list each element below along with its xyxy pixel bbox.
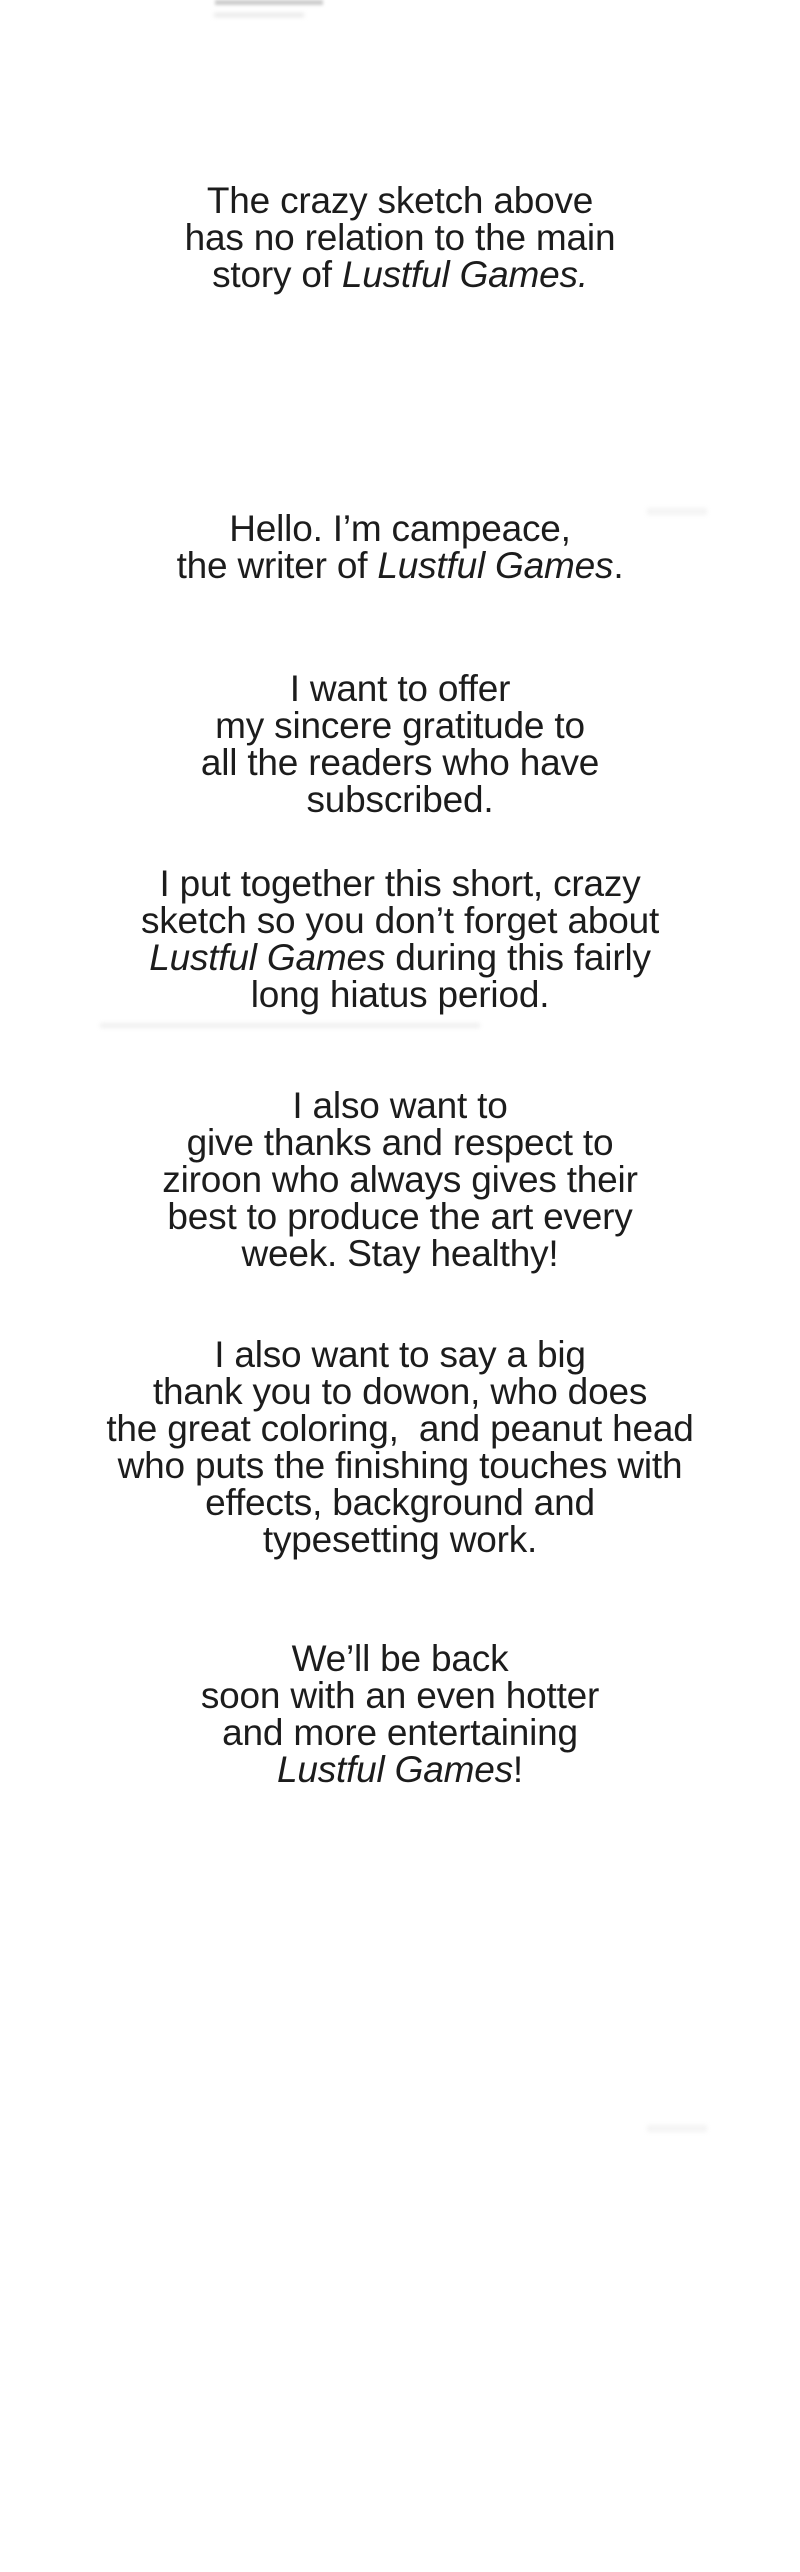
text-line [0, 865, 800, 902]
text-line [0, 182, 800, 219]
faint-smudge [647, 2125, 707, 2132]
text-segment: the writer of [176, 545, 378, 586]
text-segment: soon with an even hotter [200, 1675, 600, 1716]
text-line [0, 1714, 800, 1751]
text-segment: subscribed. [306, 779, 494, 820]
text-line [0, 256, 800, 293]
text-line [0, 1484, 800, 1521]
paragraph-return-announcement [0, 1640, 800, 1788]
text-segment: Hello. I’m campeace, [229, 508, 571, 549]
text-line [0, 707, 800, 744]
text-segment: best to produce the art every [167, 1196, 633, 1237]
paragraph-sketch-disclaimer [0, 182, 800, 293]
text-segment: long hiatus period. [250, 974, 550, 1015]
paragraph-thanks-to-artist [0, 1087, 800, 1272]
text-segment: We’ll be back [291, 1638, 509, 1679]
text-line [0, 1447, 800, 1484]
text-line [0, 219, 800, 256]
text-line [0, 976, 800, 1013]
text-segment: typesetting work. [262, 1519, 538, 1560]
text-segment: story of [212, 254, 342, 295]
text-line [0, 1521, 800, 1558]
text-segment: I put together this short, crazy [159, 863, 641, 904]
text-line [0, 1373, 800, 1410]
text-segment: week. Stay healthy! [241, 1233, 559, 1274]
text-line [0, 1124, 800, 1161]
text-segment: I also want to say a big [214, 1334, 586, 1375]
text-line [0, 939, 800, 976]
text-line [0, 1336, 800, 1373]
text-segment: and more entertaining [222, 1712, 578, 1753]
text-segment: during this fairly [385, 937, 651, 978]
text-segment: ! [512, 1749, 524, 1790]
text-line [0, 1087, 800, 1124]
text-segment: has no relation to the main [184, 217, 616, 258]
text-line [0, 781, 800, 818]
paragraph-thanks-to-staff [0, 1336, 800, 1558]
text-line [0, 902, 800, 939]
series-title-italic: Lustful Games. [341, 254, 588, 295]
text-segment: all the readers who have [200, 742, 600, 783]
series-title-italic: Lustful Games [377, 545, 614, 586]
text-segment: effects, background and [205, 1482, 595, 1523]
text-segment: I want to offer [289, 668, 511, 709]
text-line [0, 547, 800, 584]
text-segment: ziroon who always gives their [162, 1159, 638, 1200]
text-segment: sketch so you don’t forget about [140, 900, 660, 941]
cutoff-artifact-top-secondary [214, 13, 304, 17]
text-line [0, 1235, 800, 1272]
text-segment: The crazy sketch above [206, 180, 594, 221]
text-line [0, 1751, 800, 1788]
text-line [0, 1161, 800, 1198]
series-title-italic: Lustful Games [276, 1749, 513, 1790]
text-line [0, 744, 800, 781]
text-line [0, 1198, 800, 1235]
paragraph-writer-intro [0, 510, 800, 584]
text-line [0, 510, 800, 547]
text-segment: who puts the finishing touches with [117, 1445, 683, 1486]
text-line [0, 1677, 800, 1714]
faint-smudge [100, 1023, 480, 1028]
text-segment: thank you to dowon, who does [152, 1371, 648, 1412]
text-segment: my sincere gratitude to [215, 705, 585, 746]
cutoff-artifact-top [215, 0, 323, 5]
text-segment: give thanks and respect to [186, 1122, 614, 1163]
text-segment: the great coloring, and peanut head [106, 1408, 694, 1449]
text-segment: I also want to [292, 1085, 508, 1126]
paragraph-hiatus-note [0, 865, 800, 1013]
text-line [0, 1640, 800, 1677]
paragraph-gratitude-to-readers [0, 670, 800, 818]
series-title-italic: Lustful Games [149, 937, 386, 978]
text-line [0, 670, 800, 707]
text-line [0, 1410, 800, 1447]
text-segment: . [613, 545, 624, 586]
